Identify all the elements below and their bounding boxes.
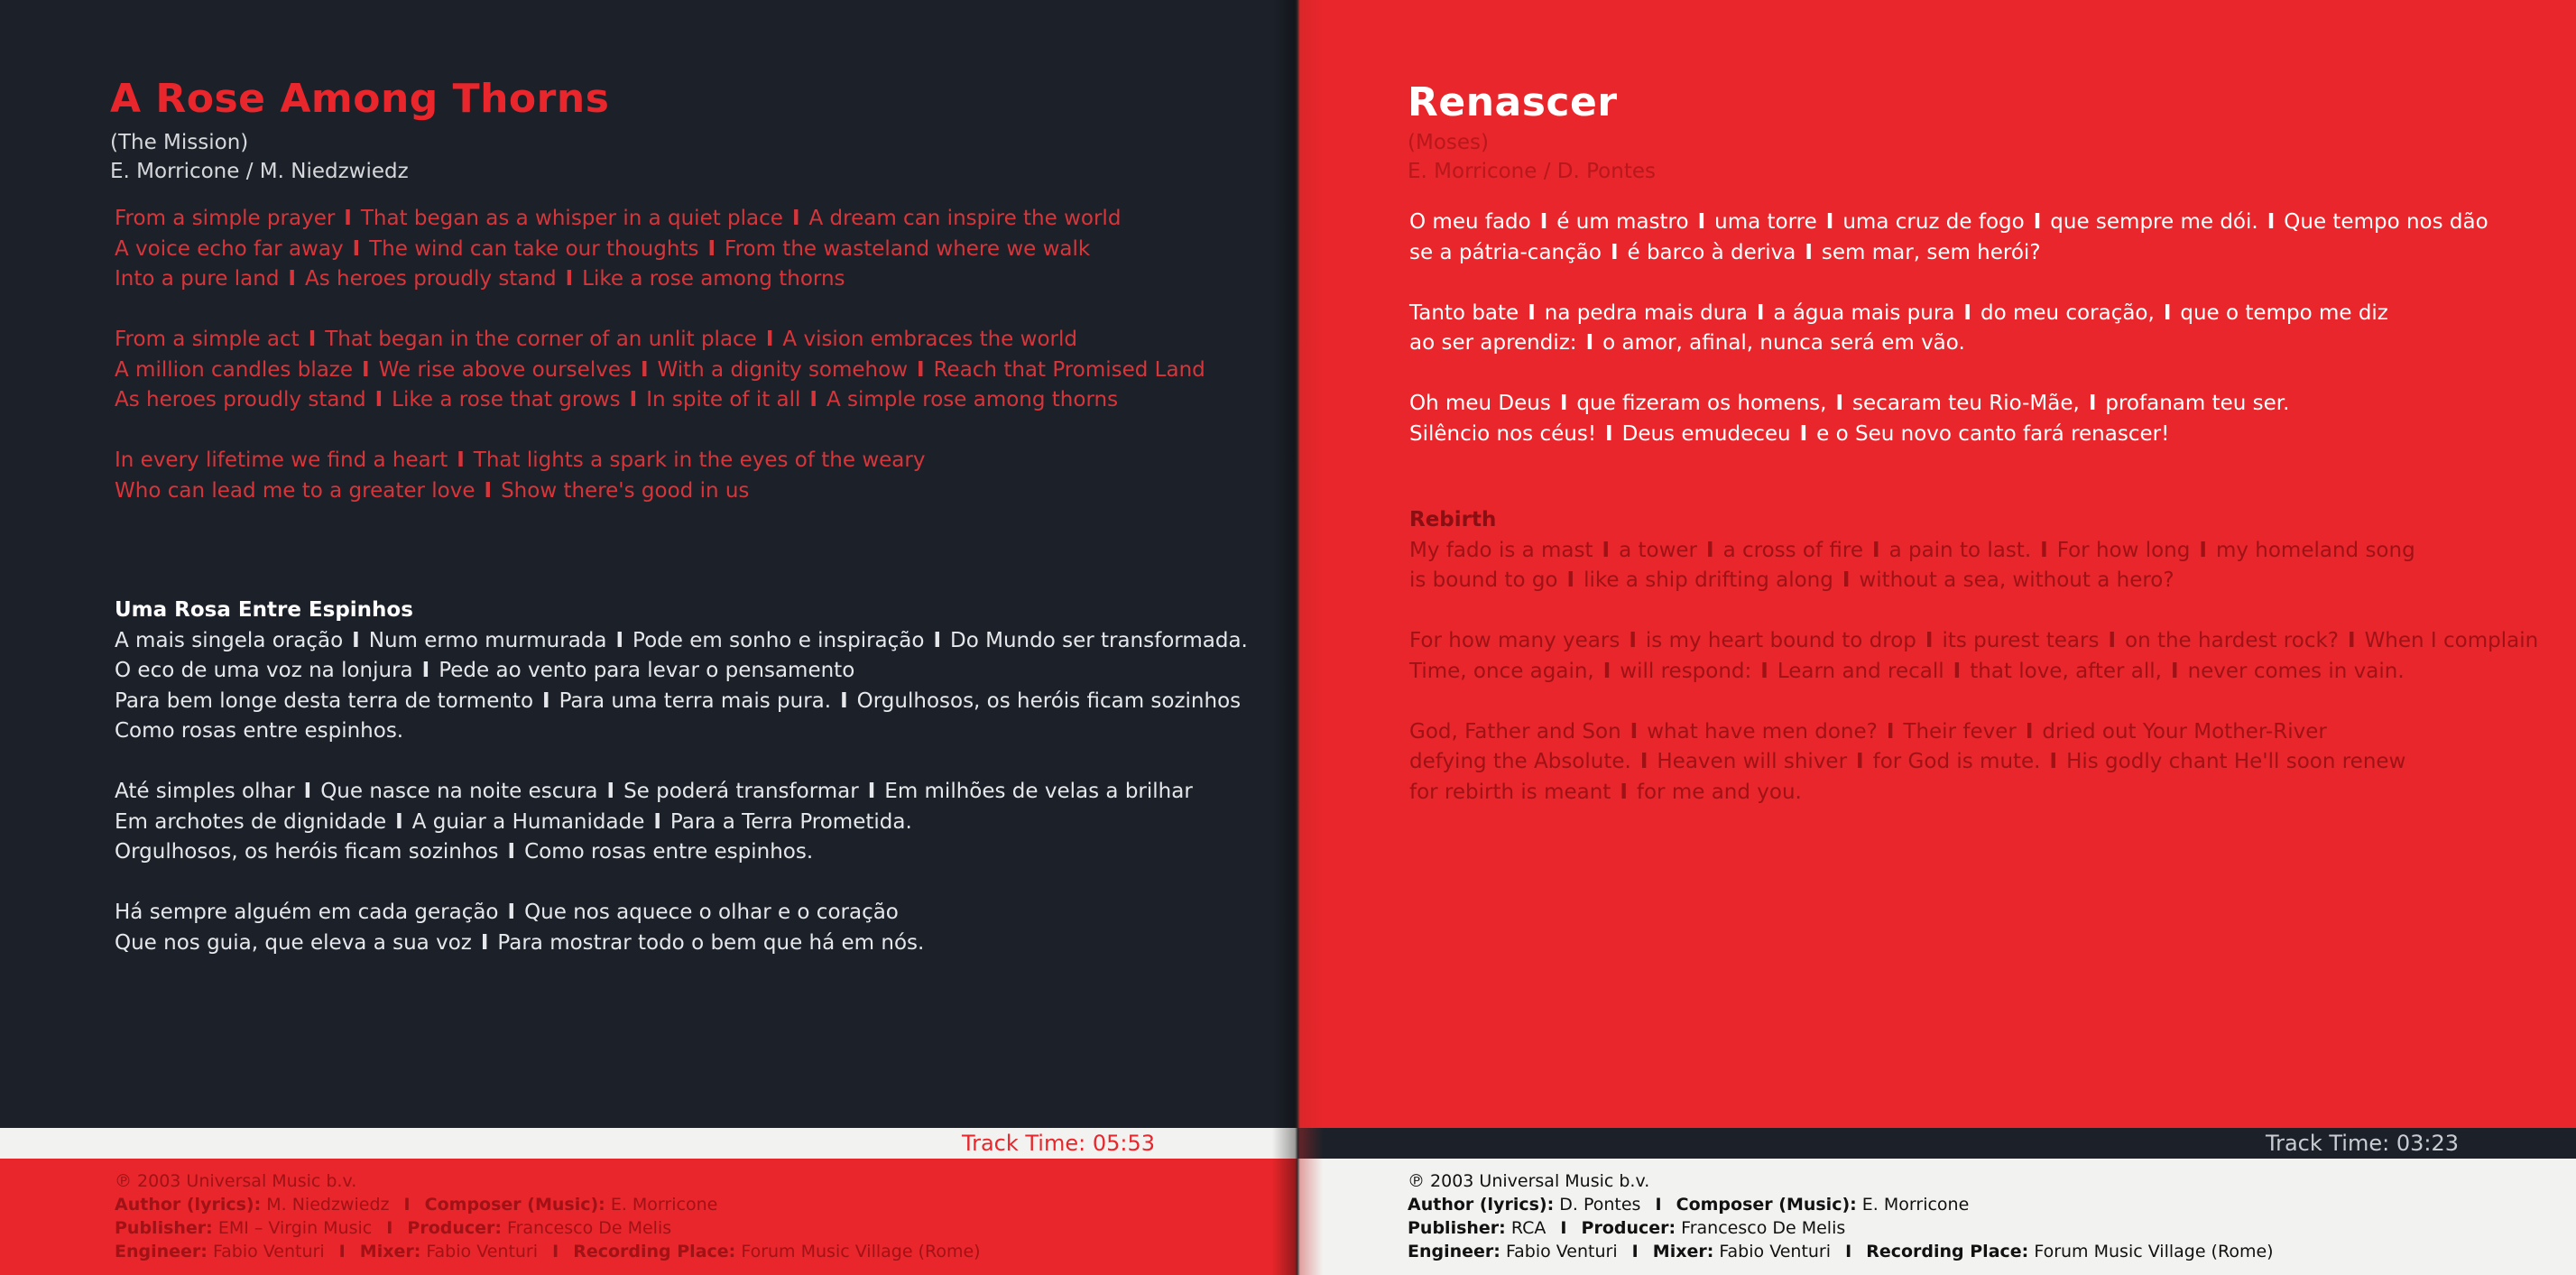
lyric-segment: never comes in vain. [2187,659,2405,683]
separator: I [615,628,624,652]
credit-publisher-line [115,1216,981,1240]
lyric-segment: With a dignity somehow [657,357,909,382]
lyric-line [115,476,1205,507]
separator: I [606,780,615,803]
song-composers: E. Morricone / D. Pontes [1408,160,1656,183]
separator: I [1925,629,1934,652]
lyric-segment: Reach that Promised Land [933,357,1205,382]
lyric-segment: like a ship drifting along [1583,568,1833,592]
lyric-segment: uma cruz de fogo [1842,210,2025,234]
lyric-segment: Como rosas entre espinhos. [115,719,404,743]
lyric-segment: o amor, afinal, nunca será em vão. [1602,331,1965,355]
place-label: Recording Place: [573,1242,736,1261]
separator: I [507,840,516,864]
lyric-line [1409,208,2488,238]
separator: I [2040,538,2048,562]
booklet-spine [1272,0,1323,1275]
lyric-segment: In spite of it all [646,388,801,411]
separator: I [1872,538,1880,562]
lyric-segment: In every lifetime we find a heart [115,448,448,472]
lyric-segment: A voice echo far away [115,236,344,261]
separator: I [1566,568,1575,592]
separator: I [1799,421,1808,446]
song-meta [110,128,409,186]
separator: I [386,1218,393,1238]
separator: I [565,267,574,291]
lyric-segment: A simple rose among thorns [826,388,1119,411]
separator: I [1756,300,1765,325]
lyric-segment: Em archotes de dignidade [115,809,387,834]
separator: I [457,448,465,472]
lyric-segment: A vision embraces the world [782,328,1077,351]
lyric-segment: Há sempre alguém em cada geração [115,901,499,924]
credit-author-line [1408,1193,2274,1216]
stanza-gap [1409,687,2538,717]
separator: I [1953,659,1962,683]
separator: I [1845,1242,1852,1261]
mixer-label: Mixer: [1652,1242,1714,1261]
composer-label: Composer (Music): [1676,1195,1857,1215]
credits-footer [0,1128,1297,1275]
separator: I [1842,568,1851,592]
mixer-value: Fabio Venturi [1719,1242,1832,1261]
lyric-segment: e o Seu novo canto fará renascer! [1816,421,2170,446]
lyric-line [115,356,1205,386]
separator: I [1760,659,1768,683]
lyric-segment: sem mar, sem herói? [1821,240,2041,264]
stanza-gap [1409,268,2488,299]
lyric-segment: what have men done? [1647,719,1878,744]
separator: I [2348,629,2356,652]
separator: I [352,628,360,652]
separator: I [552,1242,559,1261]
separator: I [1629,629,1637,652]
lyric-segment: As heroes proudly stand [304,267,557,291]
lyric-segment: will respond: [1620,659,1752,683]
separator: I [1602,538,1611,562]
lyric-segment: For how many years [1409,629,1620,652]
stanza-gap [115,295,1205,326]
lyric-segment: O meu fado [1409,210,1531,234]
lyric-segment: That lights a spark in the eyes of the weary [473,448,926,472]
credit-engineer-line [115,1240,981,1263]
lyric-segment: Oh meu Deus [1409,392,1551,415]
lyric-line [1409,536,2538,567]
lyric-line [115,235,1205,265]
separator: I [1631,1242,1639,1261]
separator: I [809,388,817,411]
lyric-segment: From a simple prayer [115,207,336,230]
lyric-segment: uma torre [1714,210,1817,234]
separator: I [484,478,493,503]
separator: I [1697,210,1706,234]
lyric-segment: Who can lead me to a greater love [115,478,475,503]
track-time: Track Time: 05:53 [961,1131,1155,1156]
credits-block [115,1169,981,1263]
lyric-segment: that love, after all, [1970,659,2162,683]
lyric-line [115,385,1205,416]
lyric-segment: do meu coração, [1980,300,2155,325]
lyric-segment: a pain to last. [1888,538,2032,562]
separator: I [1805,240,1813,264]
lyrics-heading: Uma Rosa Entre Espinhos [115,598,413,622]
lyric-segment: Time, once again, [1409,659,1594,683]
lyric-segment: my homeland song [2215,538,2415,562]
lyric-segment: Their fever [1903,719,2017,744]
lyric-segment: Orgulhosos, os heróis ficam sozinhos [115,840,499,864]
lyric-line [1409,747,2538,778]
separator: I [1630,719,1639,744]
credits-block [1408,1169,2274,1263]
lyrics-english [115,204,1205,506]
separator: I [308,328,317,351]
lyric-segment: its purest tears [1942,629,2100,652]
separator: I [917,357,925,382]
lyric-segment: Como rosas entre espinhos. [524,840,814,864]
lyric-segment: é barco à deriva [1627,240,1796,264]
separator: I [507,901,516,924]
separator: I [338,1242,346,1261]
lyric-line [115,808,1248,838]
lyric-segment: dried out Your Mother-River [2042,719,2327,744]
separator: I [1655,1195,1662,1215]
lyric-line [115,626,1248,657]
song-subtitle: (The Mission) [110,131,249,154]
author-value: D. Pontes [1559,1195,1641,1215]
lyric-segment: Que nasce na noite escura [320,780,598,803]
lyric-segment: a água mais pura [1773,300,1955,325]
lyric-line [1409,299,2488,329]
credit-author-line [115,1193,981,1216]
separator: I [653,809,661,834]
separator: I [840,688,848,713]
lyric-segment: For how long [2056,538,2191,562]
separator: I [362,357,370,382]
author-label: Author (lyrics): [115,1195,262,1215]
lyric-segment: is bound to go [1409,568,1558,592]
separator: I [2088,392,2097,415]
separator: I [2025,719,2034,744]
lyric-segment: que fizeram os homens, [1576,392,1827,415]
separator: I [1528,300,1536,325]
separator: I [1559,392,1568,415]
lyric-segment: Heaven will shiver [1657,750,1848,773]
author-value: M. Niedzwiedz [266,1195,390,1215]
lyric-segment: defying the Absolute. [1409,750,1631,773]
lyric-line [1409,778,2538,808]
publisher-label: Publisher: [115,1218,213,1238]
lyric-line [1409,420,2488,450]
lyric-segment: on the hardest rock? [2125,629,2339,652]
producer-label: Producer: [407,1218,502,1238]
lyric-segment: ao ser aprendiz: [1409,331,1577,355]
engineer-value: Fabio Venturi [1505,1242,1618,1261]
song-title: Renascer [1408,79,1618,125]
lyric-segment: A dream can inspire the world [808,207,1122,230]
lyric-line [115,837,1248,868]
engineer-label: Engineer: [115,1242,208,1261]
place-value: Forum Music Village (Rome) [741,1242,981,1261]
lyric-segment: Deus emudeceu [1621,421,1791,446]
lyric-line [1409,626,2538,657]
lyric-segment: for rebirth is meant [1409,780,1611,804]
engineer-value: Fabio Venturi [212,1242,325,1261]
separator: I [2163,300,2172,325]
lyric-segment: se a pátria-canção [1409,240,1602,264]
lyric-segment: é um mastro [1556,210,1689,234]
stanza-gap [1409,596,2538,627]
separator: I [2199,538,2207,562]
lyrics-english-body [1409,536,2538,808]
separator: I [1620,780,1628,804]
separator: I [1856,750,1864,773]
copyright: ℗ 2003 Universal Music b.v. [1408,1171,1650,1191]
lyric-segment: Se poderá transformar [623,780,859,803]
lyric-segment: que sempre me dói. [2050,210,2258,234]
mixer-label: Mixer: [359,1242,421,1261]
lyric-segment: A million candles blaze [115,357,354,382]
separator: I [707,236,716,261]
separator: I [629,388,638,411]
lyric-line [115,446,1205,476]
lyric-line [1409,328,2488,359]
lyric-segment: without a sea, without a hero? [1859,568,2174,592]
lyric-segment: Que tempo nos dão [2284,210,2488,234]
lyric-segment: A mais singela oração [115,628,344,652]
publisher-value: EMI – Virgin Music [217,1218,373,1238]
credit-publisher-line [1408,1216,2274,1240]
separator: I [933,628,942,652]
lyric-segment: Que nos guia, que eleva a sua voz [115,930,472,955]
lyric-segment: for God is mute. [1872,750,2041,773]
lyric-segment: Tanto bate [1409,300,1519,325]
lyric-segment: From the wasteland where we walk [725,236,1091,261]
lyric-line [1409,657,2538,688]
publisher-label: Publisher: [1408,1218,1506,1238]
composer-value: E. Morricone [610,1195,718,1215]
lyrics-portuguese [115,596,1248,958]
lyric-segment: secaram teu Rio-Mãe, [1852,392,2080,415]
credits-footer [1297,1128,2576,1275]
separator: I [1706,538,1714,562]
separator: I [352,236,361,261]
separator: I [1585,331,1594,355]
lyric-segment: a tower [1619,538,1698,562]
copyright: ℗ 2003 Universal Music b.v. [115,1171,357,1191]
lyric-segment: Like a rose among thorns [582,267,845,291]
lyric-segment: God, Father and Son [1409,719,1621,744]
lyric-segment: Para bem longe desta terra de tormento [115,688,534,713]
lyric-segment: Pede ao vento para levar o pensamento [439,659,855,682]
song-subtitle: (Moses) [1408,131,1489,154]
lyric-segment: na pedra mais dura [1544,300,1748,325]
lyric-line [115,716,1248,747]
separator: I [303,780,312,803]
separator: I [1602,659,1611,683]
lyric-segment: The wind can take our thoughts [369,236,699,261]
lyric-segment: Para uma terra mais pura. [559,688,832,713]
separator: I [1825,210,1834,234]
separator: I [395,809,403,834]
place-value: Forum Music Village (Rome) [2034,1242,2274,1261]
right-page [1297,0,2576,1275]
lyric-segment: Num ermo murmurada [368,628,607,652]
stanza-gap [115,416,1205,447]
separator: I [2108,629,2116,652]
separator: I [1835,392,1844,415]
lyric-segment: Até simples olhar [115,780,295,803]
stanza-gap [115,747,1248,778]
stanza-gap [115,868,1248,899]
separator: I [403,1195,411,1215]
lyric-segment: Show there's good in us [501,478,750,503]
lyric-segment: Silêncio nos céus! [1409,421,1597,446]
credit-engineer-line [1408,1240,2274,1263]
lyric-segment: Into a pure land [115,267,280,291]
lyric-segment: His godly chant He'll soon renew [2066,750,2406,773]
lyric-segment: We rise above ourselves [378,357,632,382]
producer-label: Producer: [1581,1218,1676,1238]
lyric-segment: That began in the corner of an unlit place [325,328,757,351]
lyric-segment: for me and you. [1636,780,1802,804]
separator: I [1886,719,1895,744]
lyric-segment: Para a Terra Prometida. [669,809,912,834]
separator: I [867,780,876,803]
separator: I [1560,1218,1567,1238]
lyric-line [115,204,1205,235]
separator: I [1610,240,1619,264]
place-label: Recording Place: [1866,1242,2029,1261]
lyrics-portuguese [1409,208,2488,449]
lyric-line [115,898,1248,929]
separator: I [480,930,489,955]
lyric-segment: O eco de uma voz na lonjura [115,659,413,682]
separator: I [1639,750,1648,773]
lyric-segment: Orgulhosos, os heróis ficam sozinhos [856,688,1242,713]
separator: I [2049,750,2058,773]
lyric-line [115,929,1248,959]
lyric-segment: Que nos aquece o olhar e o coração [524,901,899,924]
producer-value: Francesco De Melis [507,1218,672,1238]
lyric-line [115,777,1248,808]
lyric-segment: A guiar a Humanidade [411,809,645,834]
lyrics-english [1409,505,2538,808]
lyric-segment: Do Mundo ser transformada. [950,628,1248,652]
lyric-line [115,687,1248,717]
song-composers: E. Morricone / M. Niedzwiedz [110,160,409,183]
lyric-line [1409,389,2488,420]
lyric-segment: That began as a whisper in a quiet place [360,207,783,230]
lyrics-portuguese-body [115,626,1248,959]
lyric-segment: As heroes proudly stand [115,388,366,411]
composer-label: Composer (Music): [424,1195,605,1215]
lyric-line [115,325,1205,356]
lyric-segment: profanam teu ser. [2105,392,2290,415]
separator: I [640,357,649,382]
lyric-segment: From a simple act [115,328,300,351]
lyric-segment: Para mostrar todo o bem que há em nós. [497,930,925,955]
separator: I [2267,210,2276,234]
lyrics-heading: Rebirth [1409,508,1497,531]
separator: I [288,267,296,291]
author-label: Author (lyrics): [1408,1195,1555,1215]
lyric-segment: Learn and recall [1777,659,1944,683]
lyric-segment: is my heart bound to drop [1645,629,1916,652]
lyric-segment: When I complain [2364,629,2539,652]
separator: I [344,207,352,230]
lyric-segment: Em milhões de velas a brilhar [884,780,1193,803]
lyric-line [115,656,1248,687]
lyric-line [1409,238,2488,269]
separator: I [421,659,430,682]
separator: I [765,328,774,351]
separator: I [2171,659,2179,683]
song-title: A Rose Among Thorns [110,76,610,122]
composer-value: E. Morricone [1861,1195,1970,1215]
track-time: Track Time: 03:23 [2265,1131,2459,1156]
song-meta [1408,128,1656,186]
lyric-line [1409,717,2538,748]
lyric-segment: My fado is a mast [1409,538,1593,562]
lyric-segment: Like a rose that grows [392,388,621,411]
separator: I [374,388,383,411]
lyric-line [1409,566,2538,596]
separator: I [1963,300,1971,325]
separator: I [542,688,550,713]
lyric-segment: que o tempo me diz [2180,300,2388,325]
publisher-value: RCA [1510,1218,1547,1238]
separator: I [791,207,800,230]
lyric-segment: a cross of fire [1722,538,1863,562]
engineer-label: Engineer: [1408,1242,1500,1261]
producer-value: Francesco De Melis [1681,1218,1846,1238]
stanza-gap [1409,359,2488,390]
lyric-line [115,264,1205,295]
lyric-segment: Pode em sonho e inspiração [632,628,925,652]
separator: I [1605,421,1613,446]
mixer-value: Fabio Venturi [426,1242,539,1261]
separator: I [1539,210,1548,234]
separator: I [2033,210,2042,234]
